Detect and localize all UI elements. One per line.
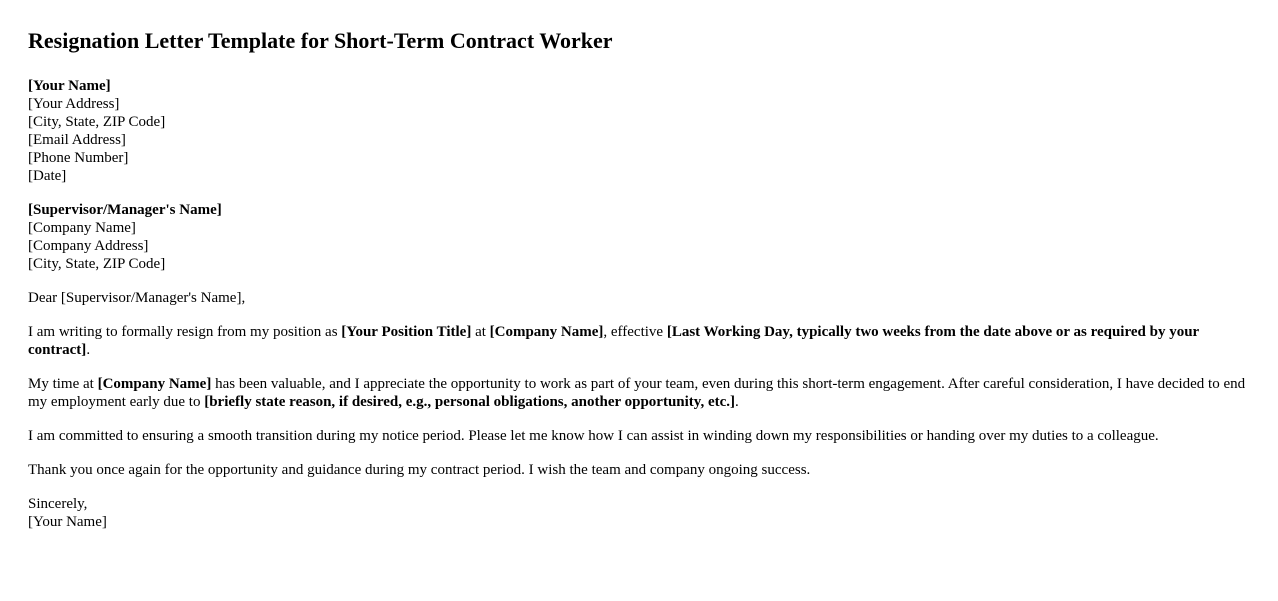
para2-text-2: has been valuable, and I appreciate the opportunity to work as part of your team, even during this short-term engagement. After careful consideration, I have decided to end my employment early due to <box>28 376 1246 410</box>
salutation: Dear [Supervisor/Manager's Name], <box>28 290 246 306</box>
recipient-name: [Supervisor/Manager's Name] <box>28 202 222 218</box>
recipient-city: [City, State, ZIP Code] <box>28 256 166 272</box>
para2-text-1: My time at <box>28 376 98 392</box>
paragraph-reason <box>28 375 1250 411</box>
recipient-address: [Company Address] <box>28 238 149 254</box>
reason-placeholder: [briefly state reason, if desired, e.g., personal obligations, another opportunity, etc.] <box>204 394 736 410</box>
closing-name: [Your Name] <box>28 514 107 530</box>
sender-email: [Email Address] <box>28 132 126 148</box>
para2-text-3: . <box>735 394 739 410</box>
page-title: Resignation Letter Template for Short-Term Contract Worker <box>28 28 613 53</box>
paragraph-resignation <box>28 323 1250 359</box>
recipient-block <box>28 201 1250 273</box>
sender-date: [Date] <box>28 168 67 184</box>
sender-city: [City, State, ZIP Code] <box>28 114 166 130</box>
sign-off: Sincerely, <box>28 496 88 512</box>
sender-block <box>28 77 1250 185</box>
position-title-placeholder: [Your Position Title] <box>341 324 472 340</box>
para1-text-4: . <box>86 342 91 358</box>
recipient-company: [Company Name] <box>28 220 136 236</box>
sender-address: [Your Address] <box>28 96 120 112</box>
sender-name: [Your Name] <box>28 78 111 94</box>
para1-text-2: at <box>471 324 490 340</box>
company-name-placeholder: [Company Name] <box>97 376 212 392</box>
last-working-day-placeholder: [Last Working Day, typically two weeks from the date above or as required by your contract] <box>28 324 1199 358</box>
closing-block <box>28 495 1250 531</box>
para1-text-1: I am writing to formally resign from my position as <box>28 324 342 340</box>
sender-phone: [Phone Number] <box>28 150 129 166</box>
company-name-placeholder: [Company Name] <box>489 324 604 340</box>
paragraph-thanks: Thank you once again for the opportunity and guidance during my contract period. I wish the team and company ongoing success. <box>28 462 811 478</box>
paragraph-transition: I am committed to ensuring a smooth transition during my notice period. Please let me know how I can assist in winding down my responsibilities or handing over my duties to a colleague. <box>28 428 1159 444</box>
para1-text-3: , effective <box>603 324 667 340</box>
